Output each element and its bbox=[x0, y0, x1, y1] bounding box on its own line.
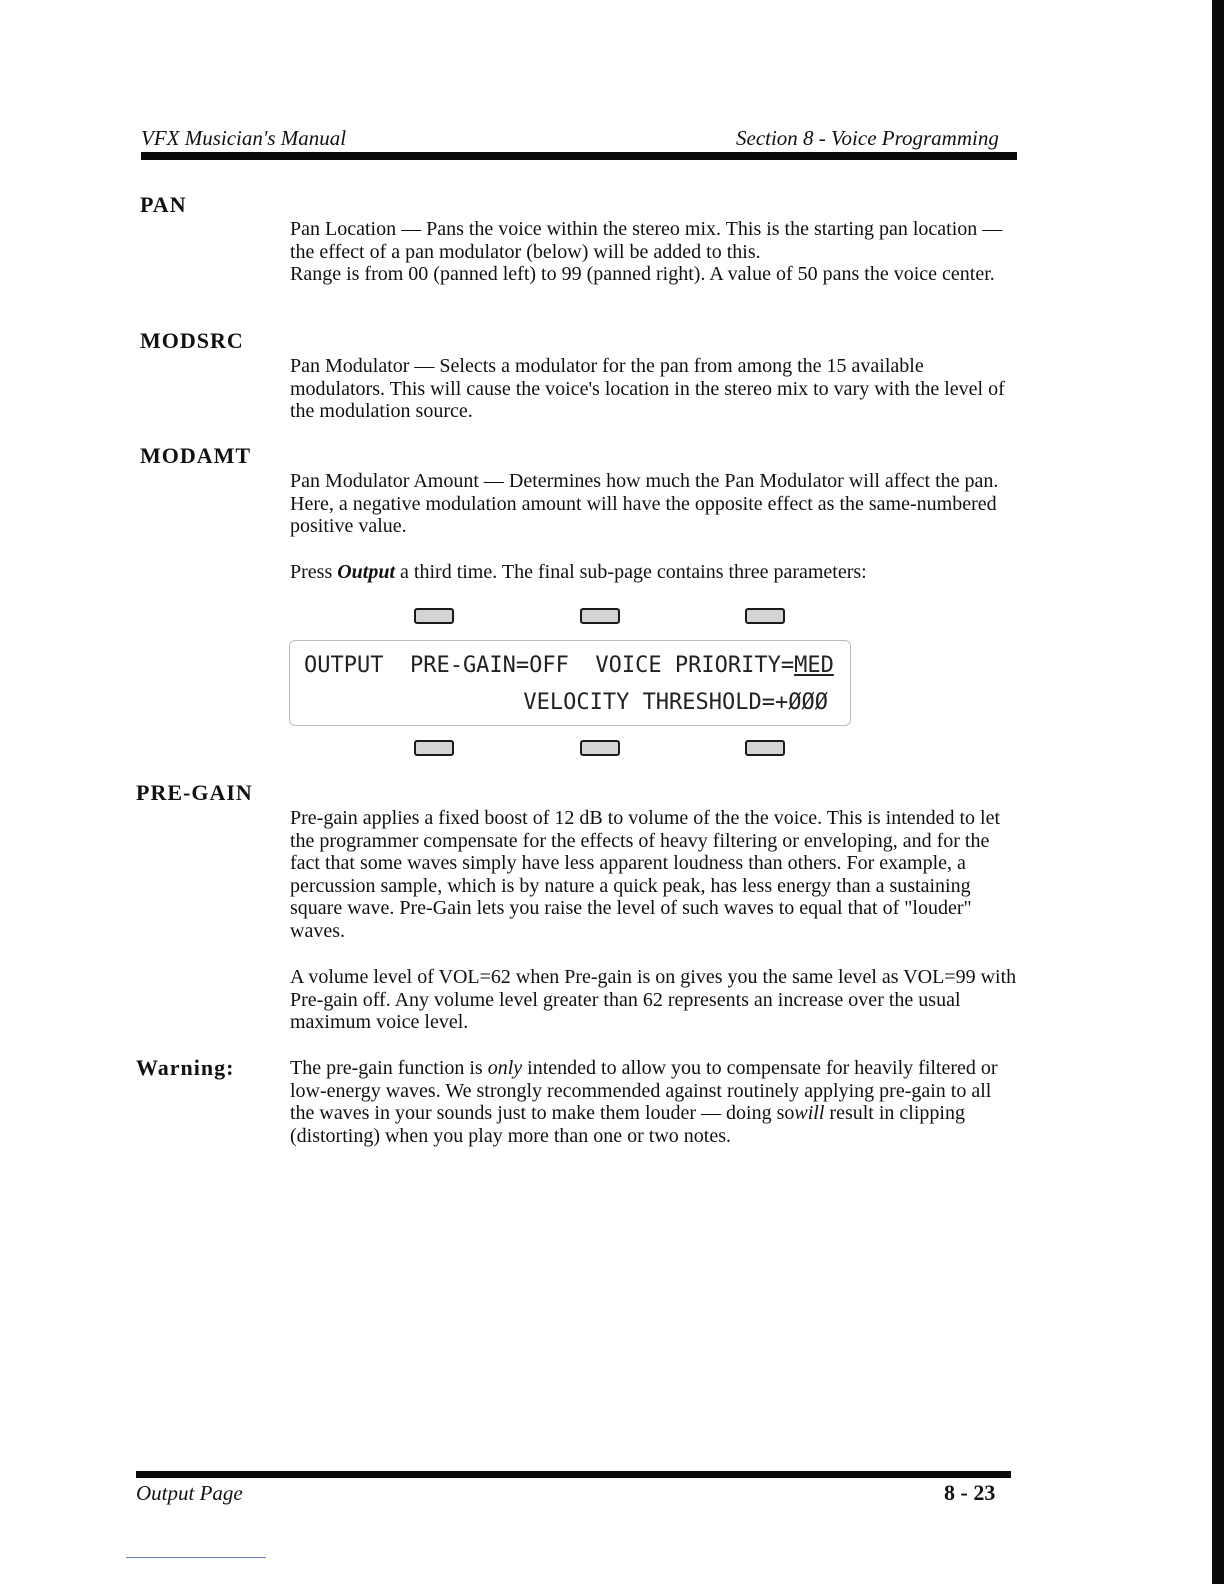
output-button-label: Output bbox=[337, 561, 396, 583]
footer-rule bbox=[136, 1471, 1011, 1478]
press-output-instruction bbox=[290, 561, 1020, 584]
term-modsrc: MODSRC bbox=[140, 328, 244, 353]
pan-text: Pan Location — Pans the voice within the stereo mix. This is the starting pan location — the effect of a pan modulator (below) will be added to this. bbox=[290, 218, 1003, 263]
header-manual-title: VFX Musician's Manual bbox=[141, 126, 347, 150]
modsrc-description: Pan Modulator — Selects a modulator for the pan from among the 15 available modulators. This will cause the voice's location in the stereo mix to vary with the level of the modulation source. bbox=[290, 355, 1005, 422]
soft-button-bottom-right[interactable] bbox=[745, 740, 785, 756]
pan-range-text: Range is from 00 (panned left) to 99 (panned right). A value of 50 pans the voice center. bbox=[290, 263, 995, 285]
footnote-separator bbox=[126, 1557, 266, 1558]
lcd-line-1-text: OUTPUT PRE-GAIN=OFF VOICE PRIORITY= bbox=[304, 653, 795, 678]
footer-page-name: Output Page bbox=[136, 1481, 243, 1505]
soft-button-top-center[interactable] bbox=[580, 608, 620, 624]
warning-part-2: intended to allow you to compensate for heavily filtered or low-energy waves. We strongly recommended against routinely applying pre-gain to all the waves in your sounds just to make them louder — doing so bbox=[290, 1057, 998, 1124]
soft-button-top-right[interactable] bbox=[745, 608, 785, 624]
page-edge-bar bbox=[1212, 0, 1224, 1584]
lcd-line-2: VELOCITY THRESHOLD=+ØØØ bbox=[523, 690, 828, 715]
lcd-line-1 bbox=[304, 653, 834, 678]
warning-only: only bbox=[487, 1057, 523, 1079]
pregain-volume-note: A volume level of VOL=62 when Pre-gain is on gives you the same level as VOL=99 with Pre-gain off. Any volume level greater than 62 represents an increase over the usual maximum voice level. bbox=[290, 966, 1017, 1033]
voice-priority-value: MED bbox=[794, 653, 834, 678]
header-section-title: Section 8 - Voice Programming bbox=[736, 126, 999, 150]
term-warning: Warning: bbox=[136, 1055, 235, 1080]
warning-part-3: result in clipping (distorting) when you play more than one or two notes. bbox=[290, 1102, 965, 1147]
press-after: a third time. The final sub-page contains three parameters: bbox=[395, 561, 867, 583]
warning-part-1: The pre-gain function is bbox=[290, 1057, 488, 1079]
modamt-description: Pan Modulator Amount — Determines how much the Pan Modulator will affect the pan. Here, a negative modulation amount will have the opposite effect as the same-numbered positive value. bbox=[290, 470, 999, 537]
press-before: Press bbox=[290, 561, 338, 583]
soft-button-bottom-center[interactable] bbox=[580, 740, 620, 756]
soft-button-top-left[interactable] bbox=[414, 608, 454, 624]
soft-button-bottom-left[interactable] bbox=[414, 740, 454, 756]
term-modamt: MODAMT bbox=[140, 443, 252, 468]
term-pan: PAN bbox=[140, 192, 187, 217]
term-pre-gain: PRE-GAIN bbox=[136, 780, 253, 805]
pregain-description: Pre-gain applies a fixed boost of 12 dB to volume of the the voice. This is intended to let the programmer compensate for the effects of heavy filtering or enveloping, and for the fact that some waves simply have less apparent loudness than others. For example, a percussion sample, which is by nature a quick peak, has less energy than a sustaining square wave. Pre-Gain lets you raise the level of such waves to equal that of "louder" waves. bbox=[290, 807, 1001, 942]
footer-page-number: 8 - 23 bbox=[944, 1480, 996, 1505]
warning-will: will bbox=[794, 1102, 825, 1124]
pan-description bbox=[290, 218, 1020, 286]
warning-text bbox=[290, 1057, 1020, 1147]
header-rule bbox=[141, 152, 1017, 160]
lcd-display bbox=[289, 640, 851, 726]
